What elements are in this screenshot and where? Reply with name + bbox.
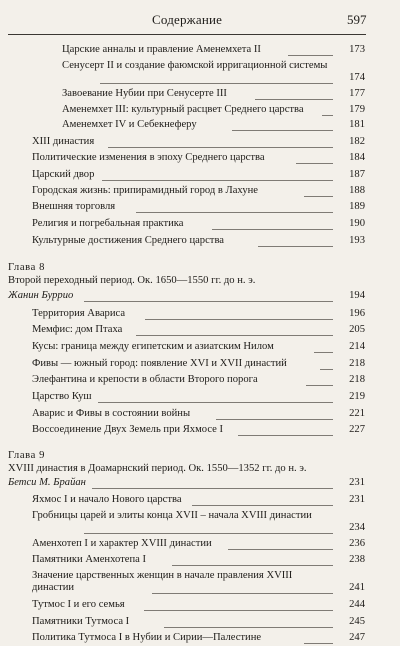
chapter-author: Жанин Буррио: [8, 290, 74, 301]
running-title: Содержание: [152, 12, 223, 27]
leader-line: [322, 115, 333, 116]
toc-entry-page: 174: [349, 72, 365, 83]
toc-entry-page: 238: [349, 554, 365, 565]
toc-entry-title: Аменхотеп I и характер XVIII династии: [32, 538, 212, 549]
leader-line: [98, 402, 333, 403]
toc-entry-page: 236: [349, 538, 365, 549]
toc-entry-title: Тутмос I и его семья: [32, 599, 125, 610]
toc-entry-page: 221: [349, 408, 365, 419]
toc-entry-page: 241: [349, 582, 365, 593]
toc-entry-page: 214: [349, 341, 365, 352]
toc-entry-title: Завоевание Нубии при Сенусерте III: [62, 88, 227, 99]
toc-entry-page: 184: [349, 152, 365, 163]
toc-entry-title: Культурные достижения Среднего царства: [32, 235, 225, 246]
toc-entry-page: 187: [349, 169, 365, 180]
leader-line: [136, 335, 333, 336]
leader-line: [320, 369, 333, 370]
toc-entry-title: Фивы — южный город: появление XVI и XVII династий: [32, 358, 287, 369]
toc-entry-title: Кусы: граница между египетским и азиатским Нилом: [32, 341, 274, 352]
toc-entry-page: 234: [349, 522, 365, 533]
toc-entry-page: 188: [349, 185, 365, 196]
toc-entry-title: Внешняя торговля: [32, 201, 116, 212]
chapter-title: XVIII династия в Доамарнский период. Ок. 1550—1352 гг. до н. э.: [8, 463, 307, 474]
toc-entry-title: Царство Куш: [32, 391, 92, 402]
toc-entry-page: 247: [349, 632, 365, 643]
toc-entry-page: 196: [349, 308, 365, 319]
toc-entry-title: Царский двор: [32, 169, 95, 180]
leader-line: [212, 229, 333, 230]
toc-entry-title: Царские анналы и правление Аменемхета II: [62, 44, 261, 55]
leader-line: [92, 488, 333, 489]
leader-line: [258, 246, 333, 247]
toc-entry-title: Яхмос I и начало Нового царства: [32, 494, 182, 505]
toc-entry-page: 231: [349, 477, 365, 488]
leader-line: [304, 643, 333, 644]
leader-line: [192, 505, 333, 506]
toc-entry-title: Политические изменения в эпоху Среднего царства: [32, 152, 265, 163]
toc-entry-page: 244: [349, 599, 365, 610]
toc-entry-page: 218: [349, 358, 365, 369]
toc-entry-title: Аменемхет III: культурный расцвет Среднего царства: [62, 104, 304, 115]
leader-line: [108, 147, 333, 148]
toc-entry-page: 179: [349, 104, 365, 115]
page-header: [0, 0, 400, 42]
leader-line: [144, 610, 333, 611]
toc-entry-title: XIII династия: [32, 136, 95, 147]
toc-entry-page: 218: [349, 374, 365, 385]
toc-entry-title: Аменемхет IV и Себекнеферу: [62, 119, 197, 130]
toc-entry-page: 173: [349, 44, 365, 55]
leader-line: [228, 549, 333, 550]
leader-line: [216, 419, 333, 420]
chapter-label: Глава 9: [8, 450, 46, 461]
page-number: 597: [347, 12, 367, 27]
leader-line: [164, 627, 333, 628]
toc-entry-page: 205: [349, 324, 365, 335]
toc-entry-title: Памятники Аменхотепа I: [32, 554, 147, 565]
leader-line: [100, 83, 333, 84]
toc-entry-title: Мемфис: дом Птаха: [32, 324, 123, 335]
toc-entry-page: 190: [349, 218, 365, 229]
toc-entry-title: Гробницы царей и элиты конца XVII – начала XVIII династии: [32, 510, 312, 521]
header-rule: [8, 34, 366, 35]
leader-line: [232, 130, 333, 131]
leader-line: [172, 565, 333, 566]
chapter-author: Бетси М. Брайан: [8, 477, 86, 488]
toc-entry-page: 219: [349, 391, 365, 402]
toc-entry-page: 189: [349, 201, 365, 212]
leader-line: [296, 163, 333, 164]
toc-entry-title: Элефантина и крепости в области Второго порога: [32, 374, 258, 385]
leader-line: [84, 533, 333, 534]
toc-entry-page: 245: [349, 616, 365, 627]
toc-entry-title: Городская жизнь: припирамидный город в Лахуне: [32, 185, 258, 196]
toc-entry-page: 227: [349, 424, 365, 435]
toc-entry-page: 194: [349, 290, 365, 301]
leader-line: [136, 212, 333, 213]
toc-entry-title: Сенусерт II и создание фаюмской ирригационной системы: [62, 60, 328, 71]
chapter-label: Глава 8: [8, 262, 46, 273]
toc-entry-page: 193: [349, 235, 365, 246]
leader-line: [152, 593, 333, 594]
leader-line: [255, 99, 333, 100]
toc-entry-title: Значение царственных женщин в начале правления XVIII династии: [32, 570, 293, 593]
toc-entry-title: Воссоединение Двух Земель при Яхмосе I: [32, 424, 224, 435]
toc-entry-title: Религия и погребальная практика: [32, 218, 184, 229]
toc-entry-page: 231: [349, 494, 365, 505]
toc-entry-title: Аварис и Фивы в состоянии войны: [32, 408, 191, 419]
toc-entry-page: 181: [349, 119, 365, 130]
toc-entry-page: 182: [349, 136, 365, 147]
toc-entry-title: Территория Авариса: [32, 308, 126, 319]
leader-line: [314, 352, 333, 353]
leader-line: [306, 385, 333, 386]
toc-entry-page: 177: [349, 88, 365, 99]
leader-line: [102, 180, 333, 181]
toc-entry-title: Политика Тутмоса I в Нубии и Сирии—Палестине: [32, 632, 262, 643]
leader-line: [145, 319, 333, 320]
chapter-title: Второй переходный период. Ок. 1650—1550 гг. до н. э.: [8, 275, 256, 286]
leader-line: [84, 301, 333, 302]
toc-entry-title: Памятники Тутмоса I: [32, 616, 130, 627]
leader-line: [238, 435, 333, 436]
leader-line: [288, 55, 333, 56]
leader-line: [304, 196, 333, 197]
